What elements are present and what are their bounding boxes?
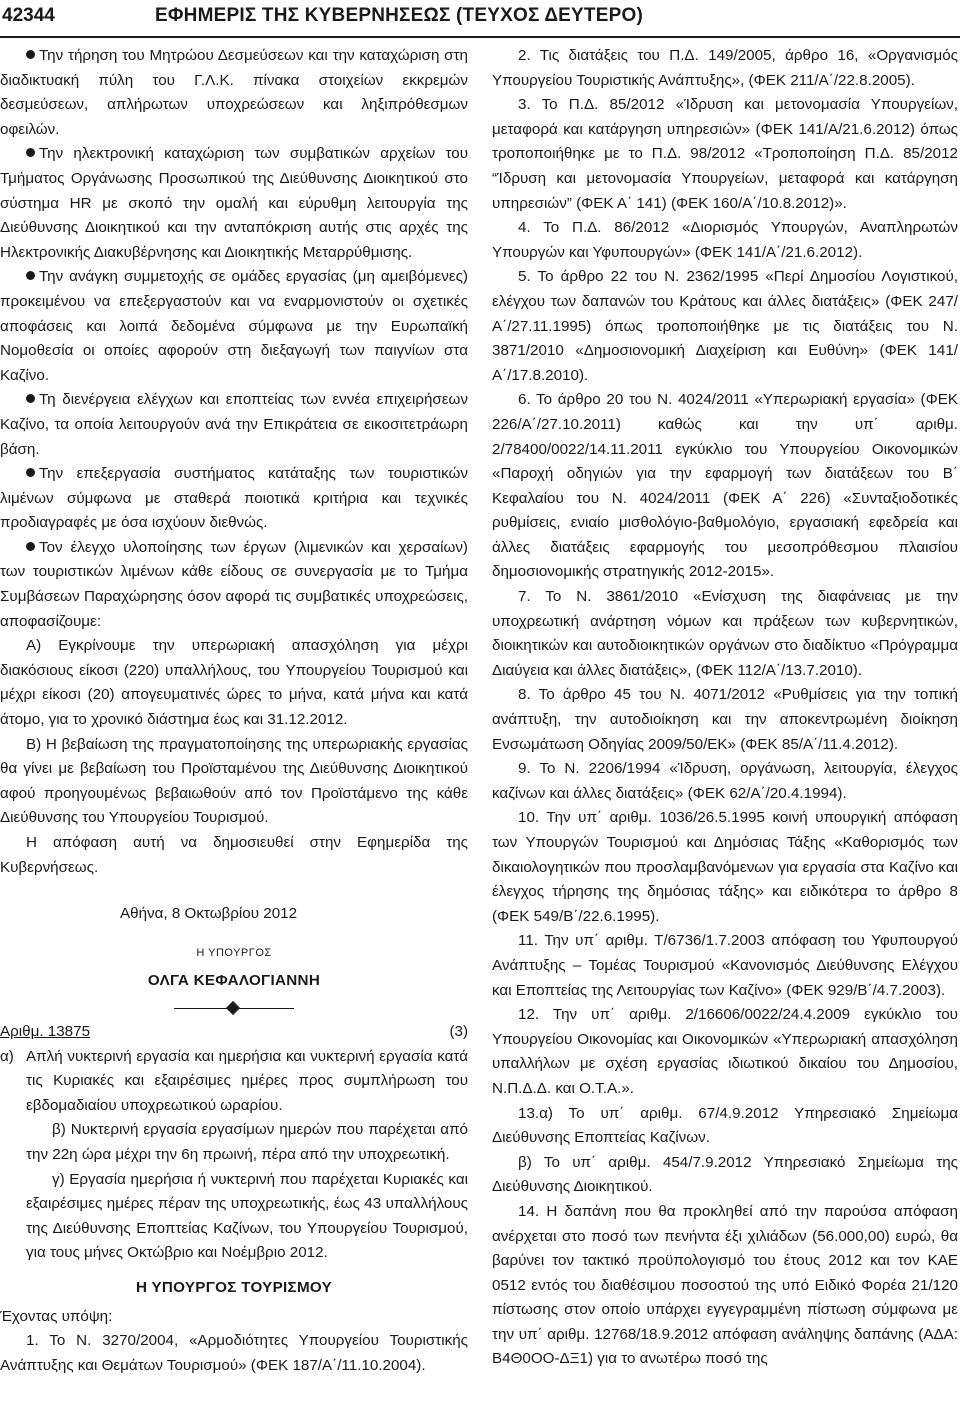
consideration-paragraph: 8. Το άρθρο 45 του Ν. 4071/2012 «Ρυθμίσεις για την τοπική ανάπτυξη, την αυτοδιοίκηση και την αποκεντρωμένη διοίκηση Ενσωμάτωση Οδηγίας 2009/50/ΕΚ» (ΦΕΚ 85/Α΄/11.4.2012). [492,686,958,753]
right-column [492,44,958,1372]
bullet-icon [26,542,35,551]
list-item: γ) Εργασία ημερήσια ή νυκτερινή που παρέχεται Κυριακές και εξαιρέσιμες ημέρες πέραν της υποχρεωτικής, έως 43 υπαλλήλους της Διεύθυνσης Εποπτείας Καζίνων, του Υπουργείου Τουρισμού, για τους μήνες Οκτώβριο και Νοέμβριο 2012. [26,1170,468,1262]
consideration-paragraph: 12. Την υπ΄ αριθμ. 2/16606/0022/24.4.2009 εγκύκλιο του Υπουργείου Οικονομίας και Οικονομικών «Υπερωριακή απασχόληση υπαλλήλων με σχέση εργασίας ιδιωτικού δικαίου του Δημοσίου, Ν.Π.Δ.Δ. και Ο.Τ.Α.». [492,1006,958,1097]
item-text: Απλή νυκτερινή εργασία και ημερήσια και νυκτερινή εργασία κατά τις Κυριακές και εξαιρέσιμες ημέρες προς συμπλήρωση του εβδομαδιαίου υποχρεωτικού ωραρίου. [26,1047,468,1114]
consideration-paragraph: 9. Το Ν. 2206/1994 «Ίδρυση, οργάνωση, λειτουργία, έλεγχος καζίνων και άλλες διατάξεις» (ΦΕΚ 62/Α΄/20.4.1994). [492,760,958,802]
diamond-icon [226,1001,240,1015]
page-header [0,0,960,38]
consideration-paragraph: 11. Την υπ΄ αριθμ. Τ/6736/1.7.2003 απόφαση του Υφυπουργού Ανάπτυξης – Τομέας Τουρισμού «Κανονισμός Διεύθυνσης Ελέγχου και Εποπτείας της Λειτουργίας των Καζίνο» (ΦΕΚ 929/Β΄/4.7.2003). [492,932,958,999]
consideration-paragraph: 13.α) Το υπ΄ αριθμ. 67/4.9.2012 Υπηρεσιακό Σημείωμα Διεύθυνσης Εποπτείας Καζίνων. [492,1104,958,1147]
consideration-paragraph: 2. Τις διατάξεις του Π.Δ. 149/2005, άρθρο 16, «Οργανισμός Υπουργείου Τουριστικής Ανάπτυξης», (ΦΕΚ 211/Α΄/22.8.2005). [492,47,958,89]
bullet-paragraph: Τον έλεγχο υλοποίησης των έργων (λιμενικών και χερσαίων) των τουριστικών λιμένων κάθε είδους σε συνεργασία με το Τμήμα Συμβάσεων Παραχώρησης όσον αφορά τις συμβατικές υποχρεώσεις, αποφασίζουμε: [0,538,468,630]
consideration-paragraph: β) Το υπ΄ αριθμ. 454/7.9.2012 Υπηρεσιακό Σημείωμα της Διεύθυνσης Διοικητικού. [492,1153,958,1196]
bullet-icon [26,271,35,280]
bullet-icon [26,148,35,157]
publication-order: Η απόφαση αυτή να δημοσιευθεί στην Εφημερίδα της Κυβερνήσεως. [0,834,468,876]
page-number: 42344 [2,5,55,26]
consideration-paragraph: 3. Το Π.Δ. 85/2012 «Ίδρυση και μετονομασία Υπουργείων, μεταφορά και κατάργηση υπηρεσιών» (ΦΕΚ 141/Α/21.6.2012) όπως τροποποιήθηκε με το Π.Δ. 98/2012 «Τροποποίηση Π.Δ. 85/2012 “Ίδρυση και μετονομασία Υπουργείων, μεταφορά και κατάργηση υπηρεσιών” (ΦΕΚ Α΄ 141) (ΦΕΚ 160/Α΄/10.8.2012)». [492,96,958,212]
consideration-paragraph: 10. Την υπ΄ αριθμ. 1036/26.5.1995 κοινή υπουργική απόφαση των Υπουργών Τουρισμού και Δημόσιας Τάξης «Καθορισμός των δικαιολογητικών που προσλαμβανόμενων για εργασία στα Καζίνο και έλεγχος τήρησης της δημόσιας τάξης» και ειδικότερα το άρθρο 8 (ΦΕΚ 549/Β΄/22.6.1995). [492,809,958,925]
decision-a: Α) Εγκρίνουμε την υπερωριακή απασχόληση για μέχρι διακόσιους είκοσι (220) υπαλλήλους, του Υπουργείου Τουρισμού και μέχρι είκοσι (20) απογευματινές ώρες το μήνα, κατά μήνα και κατά άτομο, για το χρονικό διάστημα έως και 31.12.2012. [0,637,468,729]
bullet-paragraph: Την ανάγκη συμμετοχής σε ομάδες εργασίας (μη αμειβόμενες) προκειμένου να επεξεργαστούν και να εναρμονιστούν οι σχετικές αποφάσεις και λοιπά δεδομένα σύμφωνα με την Ευρωπαϊκή Νομοθεσία οι οποίες αφορούν στη διεξαγωγή των παιγνίων στα Καζίνο. [0,268,468,384]
consideration-paragraph: 1. Το Ν. 3270/2004, «Αρμοδιότητες Υπουργείου Τουριστικής Ανάπτυξης και Θεμάτων Τουρισμού» (ΦΕΚ 187/Α΄/11.10.2004). [0,1332,468,1374]
decision-reference [0,1020,468,1045]
list-item [0,1045,468,1119]
bullet-paragraph: Τη διενέργεια ελέγχων και εποπτείας των εννέα επιχειρήσεων Καζίνο, τα οποία λειτουργούν ανά την Επικράτεια σε εικοσιτετράωρη βάση. [0,391,468,458]
reference-number: Αριθμ. 13875 [0,1022,91,1040]
gazette-title: ΕΦΗΜΕΡΙΣ ΤΗΣ ΚΥΒΕΡΝΗΣΕΩΣ (ΤΕΥΧΟΣ ΔΕΥΤΕΡΟ) [155,5,643,26]
consideration-paragraph: 14. Η δαπάνη που θα προκληθεί από την παρούσα απόφαση ανέρχεται στο ποσό των πενήντα έξι χιλιάδων (56.000,00) ευρώ, θα βαρύνει τον τακτικό προϋπολογισμό του έτους 2012 και τον ΚΑΕ 0512 εντός του διαθέσιμου ποσοστού της υπό Ειδικό Φορέα 21/120 πίστωσης στον οποίο υπάρχει εγγεγραμμένη πίστωση σύμφωνα με την υπ΄ αριθμ. 12768/18.9.2012 απόφαση ανάληψης δαπάνης (ΑΔΑ: Β4Θ0ΟΟ-ΔΞ1) για το ανωτέρω ποσό της [492,1202,958,1368]
decision-b: Β) Η βεβαίωση της πραγματοποίησης της υπερωριακής εργασίας θα γίνει με βεβαίωση του Προϊσταμένου της Διεύθυνσης Διοικητικού αφού προηγουμένως βεβαιωθούν από τον Προϊστάμενο της κάθε Διεύθυνσης του Υπουργείου Τουρισμού. [0,735,468,827]
bullet-paragraph: Την ηλεκτρονική καταχώριση των συμβατικών αρχείων του Τμήματος Οργάνωσης Προσωπικού της Διεύθυνσης Διοικητικού στο σύστημα HR με σκοπό την ομαλή και εύρυθμη λειτουργία της Διεύθυνσης Διοικητικού και την ανταπόκριση αυτής στις αρχές της Ηλεκτρονικής Διακυβέρνησης και Διοικητικής Μεταρρύθμισης. [0,145,468,261]
header-rule [0,36,960,38]
bullet-icon [26,468,35,477]
bullet-paragraph: Την επεξεργασία συστήματος κατάταξης των τουριστικών λιμένων σύμφωνα με σταθερά ποιοτικά κριτήρια και τεχνικές προδιαγραφές με όσα ισχύουν διεθνώς. [0,465,468,532]
bullet-icon [26,50,35,59]
having-regard: Έχοντας υπόψη: [0,1307,113,1325]
consideration-paragraph: 5. Το άρθρο 22 του Ν. 2362/1995 «Περί Δημοσίου Λογιστικού, ελέγχου των δαπανών του Κράτους και άλλες διατάξεις» (ΦΕΚ 247/Α΄/27.11.1995) όπως τροποποιήθηκε με τις διατάξεις του Ν. 3871/2010 «Δημοσιονομική Διαχείριση και Ευθύνη» (ΦΕΚ 141/Α΄/17.8.2010). [492,268,958,384]
minister-name: ΟΛΓΑ ΚΕΦΑΛΟΓΙΑΝΝΗ [147,972,321,990]
item-label: α) [0,1047,14,1065]
bullet-icon [26,394,35,403]
section-heading: Η ΥΠΟΥΡΓΟΣ ΤΟΥΡΙΣΜΟΥ [135,1278,333,1296]
consideration-paragraph: 4. Το Π.Δ. 86/2012 «Διορισμός Υπουργών, Αναπληρωτών Υπουργών και Υφυπουργών» (ΦΕΚ 141/Α΄/21.6.2012). [492,219,958,261]
consideration-paragraph: 7. Το Ν. 3861/2010 «Ενίσχυση της διαφάνειας με την υποχρεωτική ανάρτηση νόμων και πράξεων των κυβερνητικών, διοικητικών και αυτοδιοικητικών οργάνων στο διαδίκτυο «Πρόγραμμα Διαύγεια και άλλες διατάξεις», (ΦΕΚ 112/Α΄/13.7.2010). [492,588,958,679]
list-item: β) Νυκτερινή εργασία εργασίμων ημερών που παρέχεται από την 22η ώρα μέχρι την 6η πρωινή, πέρα από την υποχρεωτική. [26,1121,468,1163]
reference-index: (3) [449,1022,468,1040]
place-date: Αθήνα, 8 Οκτωβρίου 2012 [120,905,298,923]
left-column [0,44,468,1378]
consideration-paragraph: 6. Το άρθρο 20 του Ν. 4024/2011 «Υπερωριακή εργασία» (ΦΕΚ 226/Α΄/27.10.2011) καθώς και την υπ΄ αριθμ. 2/78400/0022/14.11.2011 εγκύκλιο του Υπουργείου Οικονομικών «Παροχή οδηγιών για την εφαρμογή των διατάξεων του Β΄ Κεφαλαίου του Ν. 4024/2011 (ΦΕΚ Α΄ 226) «Συνταξιοδοτικές ρυθμίσεις, ενιαίο μισθολόγιο-βαθμολόγιο, εργασιακή εφεδρεία και άλλες διατάξεις εφαρμογής του μεσοπρόθεσμου πλαισίου δημοσιονομικής στρατηγικής 2012-2015». [492,391,958,581]
section-divider [0,998,468,1020]
minister-role: Η ΥΠΟΥΡΓΟΣ [196,946,272,959]
bullet-paragraph: Την τήρηση του Μητρώου Δεσμεύσεων και την καταχώριση στη διαδικτυακή πύλη του Γ.Λ.Κ. πίνακα στοιχείων εκκρεμών δεσμεύσεων, απλήρωτων υποχρεώσεων και ληξιπρόθεσμων οφειλών. [0,47,468,138]
